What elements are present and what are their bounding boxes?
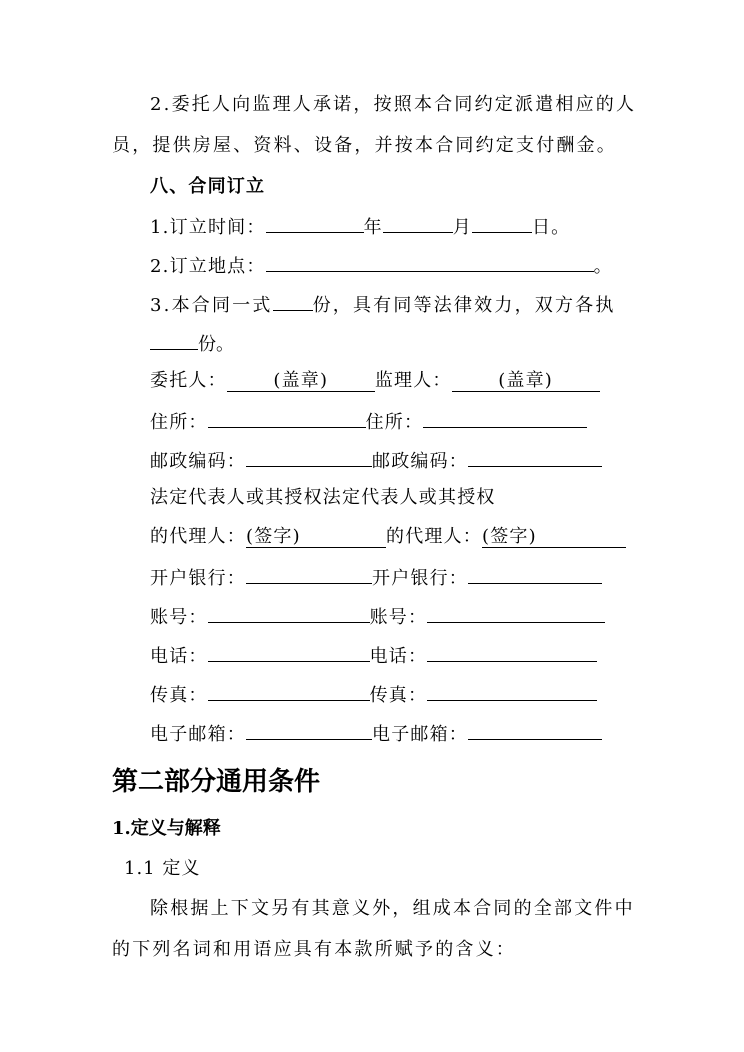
fax-left-blank[interactable]: [208, 680, 370, 701]
fax-row: [150, 680, 597, 709]
agent-row: [150, 524, 626, 550]
email-right-label: 电子邮箱：: [372, 724, 468, 745]
definition-body-line-2: 的下列名词和用语应具有本款所赋予的含义：: [112, 939, 516, 960]
bank-left-blank[interactable]: [246, 563, 372, 584]
postcode-right-label: 邮政编码：: [372, 451, 468, 472]
client-seal-field[interactable]: [227, 371, 375, 392]
place-end: 。: [593, 256, 613, 277]
phone-row: [150, 641, 597, 670]
phone-right-label: 电话：: [369, 646, 428, 667]
signing-place-label: 2.订立地点：: [150, 256, 266, 277]
commitment-line-1: 2.委托人向监理人承诺，按照本合同约定派遣相应的人: [150, 94, 637, 115]
commitment-line-2: 员，提供房屋、资料、设备，并按本合同约定支付酬金。: [112, 135, 617, 156]
day-label: 日。: [531, 217, 571, 238]
agent-left-sign-field[interactable]: [246, 527, 386, 548]
signing-time-row: [150, 212, 570, 241]
party-row: [150, 368, 600, 394]
supervisor-label: 监理人：: [374, 370, 452, 391]
postcode-left-label: 邮政编码：: [150, 451, 246, 472]
part-two-title: 第二部分通用条件: [112, 767, 321, 797]
copies-total-blank[interactable]: [273, 290, 313, 311]
copies-label-a: 3.本合同一式: [150, 295, 273, 316]
subsection-title-definition: 1.1 定义: [124, 858, 201, 879]
copies-row-2: [150, 329, 234, 358]
copies-each-blank[interactable]: [150, 329, 198, 350]
postcode-left-blank[interactable]: [246, 446, 372, 467]
year-label: 年: [363, 217, 383, 238]
email-left-blank[interactable]: [246, 719, 372, 740]
agent-right-sign-text: (签字): [482, 526, 537, 547]
email-right-blank[interactable]: [468, 719, 602, 740]
address-right-blank[interactable]: [423, 407, 587, 428]
postcode-row: [150, 446, 602, 475]
phone-right-blank[interactable]: [427, 641, 597, 662]
section-title-definitions: 1.定义与解释: [112, 818, 221, 839]
day-blank[interactable]: [472, 212, 532, 233]
account-left-label: 账号：: [150, 607, 208, 628]
address-row: [150, 407, 587, 436]
fax-left-label: 传真：: [150, 685, 208, 706]
place-blank[interactable]: [266, 251, 594, 272]
address-left-blank[interactable]: [208, 407, 366, 428]
fax-right-label: 传真：: [369, 685, 428, 706]
client-label: 委托人：: [150, 370, 227, 391]
email-row: [150, 719, 602, 748]
agent-left-label: 的代理人：: [150, 526, 246, 547]
phone-left-blank[interactable]: [208, 641, 370, 662]
account-right-label: 账号：: [369, 607, 428, 628]
supervisor-seal-field[interactable]: [452, 371, 600, 392]
email-left-label: 电子邮箱：: [150, 724, 246, 745]
legal-rep-row: 法定代表人或其授权法定代表人或其授权: [150, 487, 496, 508]
section-heading-contract-signing: 八、合同订立: [150, 176, 266, 197]
supervisor-seal-text: (盖章): [498, 370, 554, 391]
bank-right-blank[interactable]: [468, 563, 602, 584]
definition-body-line-1: 除根据上下文另有其意义外，组成本合同的全部文件中: [150, 898, 635, 919]
year-blank[interactable]: [266, 212, 364, 233]
address-left-label: 住所：: [150, 412, 208, 433]
signing-place-row: [150, 251, 613, 280]
account-left-blank[interactable]: [208, 602, 370, 623]
account-row: [150, 602, 605, 631]
fax-right-blank[interactable]: [427, 680, 597, 701]
address-right-label: 住所：: [365, 412, 424, 433]
month-blank[interactable]: [383, 212, 453, 233]
bank-row: [150, 563, 602, 592]
bank-left-label: 开户银行：: [150, 568, 246, 589]
agent-right-sign-field[interactable]: [482, 527, 626, 548]
account-right-blank[interactable]: [427, 602, 605, 623]
agent-right-label: 的代理人：: [386, 526, 482, 547]
month-label: 月: [452, 217, 472, 238]
bank-right-label: 开户银行：: [372, 568, 468, 589]
phone-left-label: 电话：: [150, 646, 208, 667]
signing-time-label: 1.订立时间：: [150, 217, 266, 238]
copies-row-1: [150, 290, 616, 319]
postcode-right-blank[interactable]: [468, 446, 602, 467]
copies-label-b: 份，具有同等法律效力，双方各执: [312, 295, 616, 316]
copies-each-label: 份。: [198, 334, 234, 355]
client-seal-text: (盖章): [273, 370, 329, 391]
agent-left-sign-text: (签字): [246, 526, 301, 547]
